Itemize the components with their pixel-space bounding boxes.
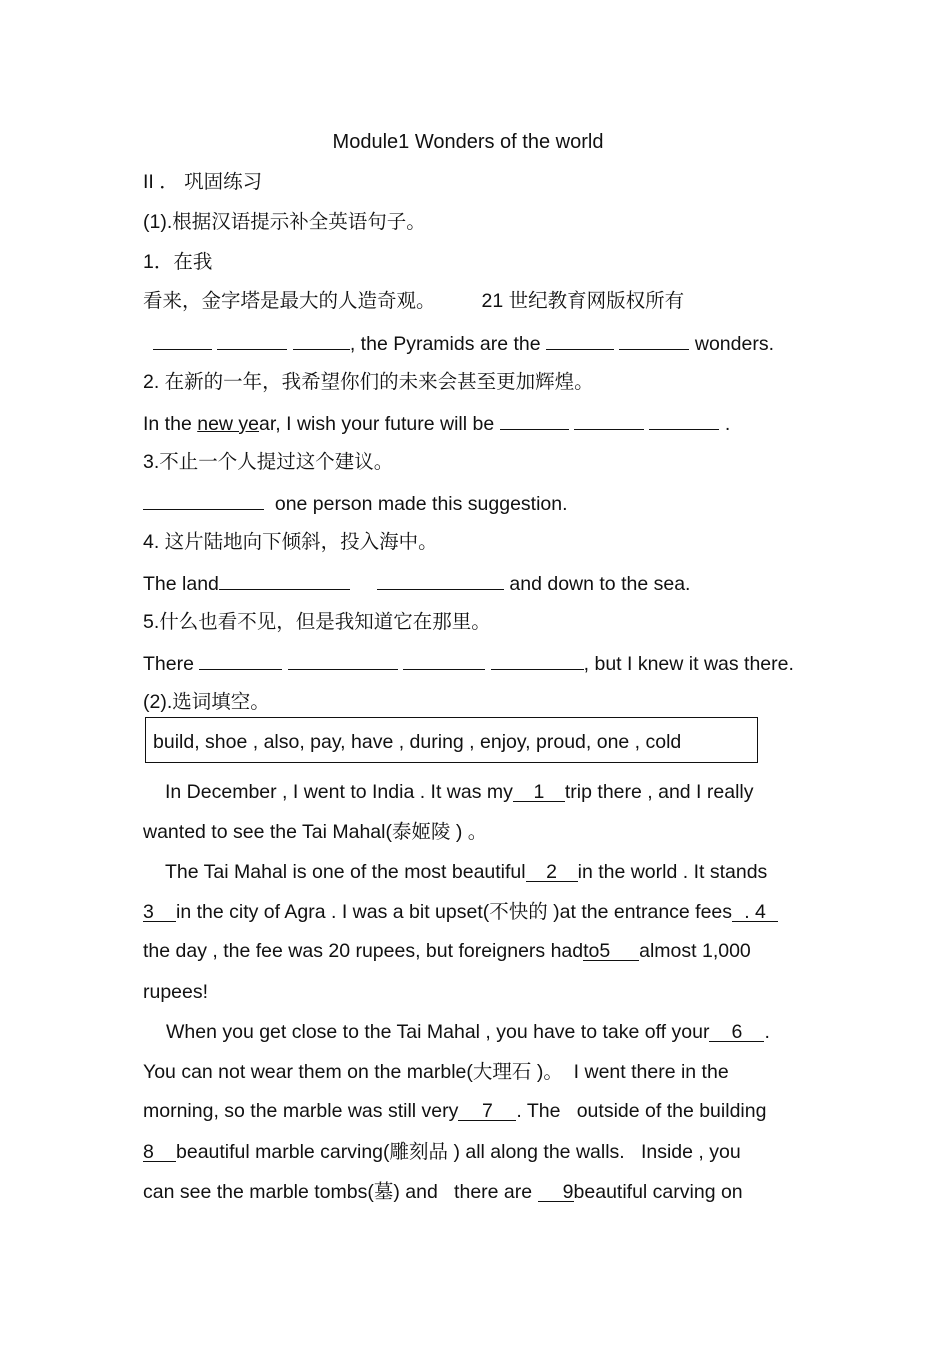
blank-8[interactable]: 8: [143, 1143, 176, 1162]
text: You can not wear them on the marble(: [143, 1061, 473, 1083]
q4-english-b: and down to the sea.: [509, 573, 691, 595]
q1-chinese-text: 看来，金字塔是最大的人造奇观。: [143, 290, 436, 312]
text: in the world . It stands: [577, 861, 768, 883]
text: in the city of Agra . I was a bit upset(: [176, 901, 490, 923]
q3-english-text: one person made this suggestion.: [274, 493, 568, 515]
q2-underlined: new ye: [197, 413, 260, 435]
passage-p3-line1: [166, 1020, 770, 1044]
blank[interactable]: [153, 331, 212, 350]
q5-english-b: , but I knew it was there.: [583, 653, 794, 675]
text: beautiful marble carving(: [176, 1141, 390, 1163]
q4-english-a: The land: [143, 573, 219, 595]
q5-english: [143, 651, 794, 676]
q2-english-a: In the: [143, 413, 192, 435]
section-heading: II ． 巩固练习: [143, 171, 263, 193]
blank[interactable]: [500, 411, 569, 430]
text: morning, so the marble was still very: [143, 1100, 459, 1122]
blank[interactable]: [143, 491, 264, 510]
text: can see the marble tombs(: [143, 1181, 374, 1203]
blank-6[interactable]: 6: [709, 1023, 764, 1042]
blank[interactable]: [217, 331, 287, 350]
q2-english-c: ar, I wish your future will be: [259, 413, 495, 435]
passage-p2-line2: [143, 900, 778, 924]
word-bank: build, shoe , also, pay, have , during , enjoy, proud, one , cold: [153, 731, 682, 753]
blank-1[interactable]: 1: [513, 783, 565, 802]
blank[interactable]: [546, 331, 614, 350]
text: almost 1,000: [639, 940, 751, 962]
text: The Tai Mahal is one of the most beautiful: [165, 861, 526, 883]
passage-p3-line2: [143, 1060, 729, 1084]
q3-english: [143, 491, 568, 516]
word-bank-box: [145, 717, 758, 763]
q5-english-a: There: [143, 653, 194, 675]
text: .: [764, 1021, 770, 1043]
blank[interactable]: [574, 411, 644, 430]
q1-english-b: wonders.: [694, 333, 774, 355]
passage-p3-line5: [143, 1180, 743, 1204]
q2-english: [143, 411, 730, 436]
passage-p1-line1: [165, 780, 753, 804]
text: When you get close to the Tai Mahal , you have to take off your: [166, 1021, 710, 1043]
text: 雕刻品 ) all along the walls. Inside , you: [389, 1141, 741, 1163]
page-title: Module1 Wonders of the world: [332, 131, 604, 153]
q1-english: [153, 331, 774, 356]
blank[interactable]: [619, 331, 689, 350]
watermark-text: 21 世纪教育网版权所有: [481, 290, 685, 312]
q1-chinese-a: 1．在我: [143, 251, 213, 273]
blank[interactable]: [403, 651, 485, 670]
passage-p2-line4: rupees!: [143, 981, 209, 1003]
blank[interactable]: [293, 331, 350, 350]
q2-english-d: .: [724, 413, 731, 435]
text: 不快的 )at the entrance fees: [489, 901, 733, 923]
text: 墓) and there are: [373, 1181, 533, 1203]
passage-p2-line3: [143, 939, 751, 963]
q1-english-a: , the Pyramids are the: [349, 333, 541, 355]
blank[interactable]: [219, 571, 350, 590]
q4-english: [143, 571, 690, 596]
blank-7[interactable]: 7: [458, 1102, 516, 1121]
text: beautiful carving on: [573, 1181, 743, 1203]
text: In December , I went to India . It was my: [165, 781, 513, 803]
text: trip there , and I really: [564, 781, 754, 803]
part2-heading: (2).选词填空。: [143, 691, 270, 713]
passage-p2-line1: [165, 860, 767, 884]
blank-5[interactable]: to5: [583, 942, 639, 961]
q3-chinese: 3.不止一个人提过这个建议。: [143, 451, 394, 473]
q5-chinese: 5.什么也看不见，但是我知道它在那里。: [143, 611, 491, 633]
text: . The outside of the building: [516, 1100, 767, 1122]
q1-chinese-b: [143, 289, 684, 313]
text: 大理石 )。 I went there in the: [472, 1061, 729, 1083]
blank-4[interactable]: . 4: [732, 903, 778, 922]
text: 泰姬陵 ) 。: [391, 821, 488, 843]
text: wanted to see the Tai Mahal(: [143, 821, 392, 843]
blank-9[interactable]: 9: [538, 1183, 574, 1202]
passage-p3-line4: [143, 1140, 741, 1164]
q4-chinese: 4. 这片陆地向下倾斜，投入海中。: [143, 531, 438, 553]
blank-3[interactable]: 3: [143, 903, 176, 922]
passage-p3-line3: [143, 1099, 766, 1123]
blank-2[interactable]: 2: [526, 863, 578, 882]
text: the day , the fee was 20 rupees, but foreigners had: [143, 940, 584, 962]
q2-chinese: 2. 在新的一年，我希望你们的未来会甚至更加辉煌。: [143, 371, 594, 393]
blank[interactable]: [491, 651, 584, 670]
part1-heading: (1).根据汉语提示补全英语句子。: [143, 211, 426, 233]
passage-p1-line2: [143, 820, 487, 844]
blank[interactable]: [649, 411, 719, 430]
blank[interactable]: [377, 571, 504, 590]
blank[interactable]: [199, 651, 282, 670]
blank[interactable]: [288, 651, 398, 670]
